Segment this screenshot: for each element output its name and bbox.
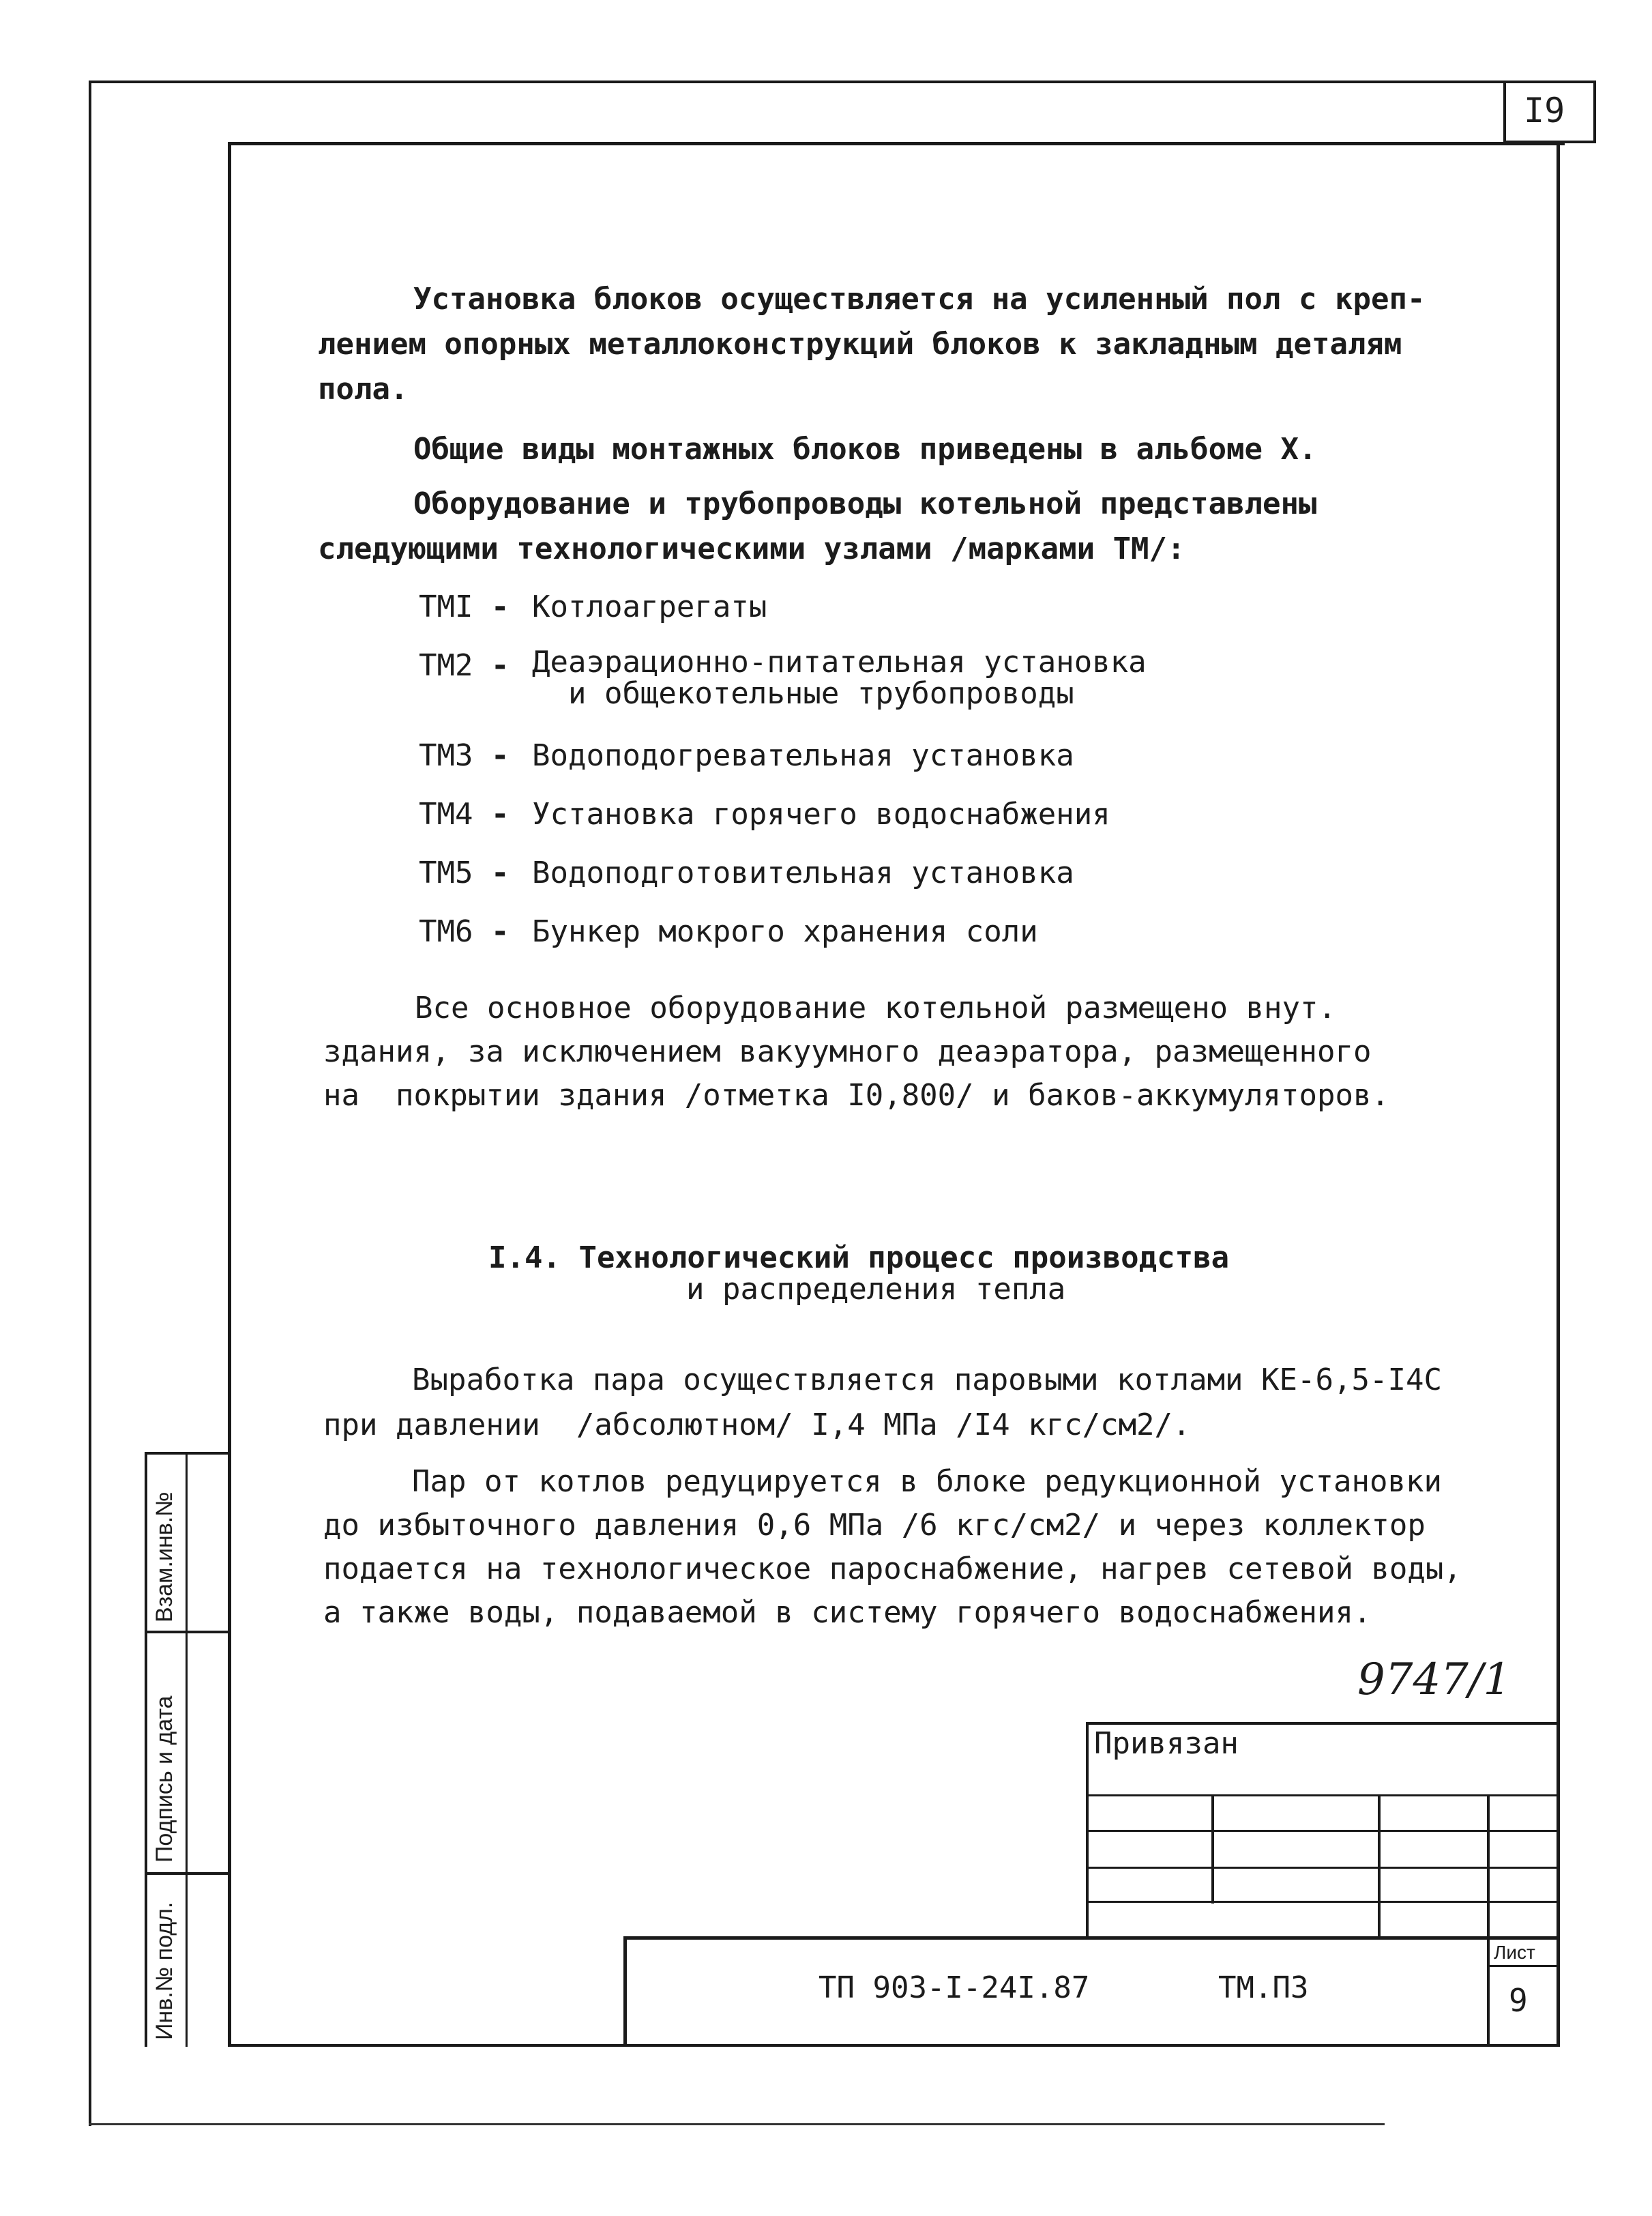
paragraph-album: Общие виды монтажных блоков приведены в альбоме X. (413, 432, 1317, 467)
paragraph-placement: Все основное оборудование котельной размещено внут. здания, за исключением вакуумного деаэратора, размещенного на покрытии здания /отметка I0,800/ и баков-аккумуляторов. (323, 991, 1389, 1113)
side-label-sign: Подпись и дата (151, 1695, 177, 1863)
paragraph-steam-production: Выработка пара осуществляется паровыми котлами КЕ-6,5-I4С при давлении /абсолютном/ I,4 МПа /I4 кгс/см2/. (323, 1362, 1442, 1442)
unit-desc-6: Бункер мокрого хранения соли (532, 914, 1038, 949)
bound-col-1 (1211, 1794, 1214, 1904)
bound-col-3 (1487, 1794, 1490, 1938)
unit-dash-3: - (491, 738, 510, 773)
pagenum-box-right (1593, 81, 1596, 142)
unit-dash-4: - (491, 797, 510, 832)
side-strip-inner (186, 1452, 188, 2047)
sheet-box-left (1487, 1936, 1490, 2047)
section-heading-line1: I.4. Технологический процесс производства (488, 1240, 1230, 1275)
doc-mark: ТМ.ПЗ (1218, 1970, 1309, 2005)
unit-desc-3: Водоподогревательная установка (532, 738, 1074, 773)
handwritten-number: 9747/1 (1357, 1654, 1511, 1705)
side-strip-div-2 (145, 1872, 231, 1875)
outer-frame-bottom-tail (1235, 2123, 1385, 2125)
unit-desc-2: Деаэрационно-питательная установка и общекотельные трубопроводы (532, 645, 1147, 711)
paragraph-steam-reduction: Пар от котлов редуцируется в блоке редукционной установки до избыточного давления 0,6 МПа /6 кгс/см2/ и через коллектор подается на технологическое пароснабжение, нагрев сетевой воды, а также воды, подаваемой в систему горячего водоснабжения. (323, 1464, 1462, 1630)
unit-code-1: ТМI (419, 589, 473, 624)
bound-label: Привязан (1094, 1726, 1239, 1761)
outer-frame-left (89, 81, 91, 2126)
unit-dash-1: - (491, 589, 510, 624)
inner-frame-right (1557, 142, 1560, 2047)
outer-frame-top (89, 81, 1596, 83)
unit-code-5: ТМ5 (419, 856, 473, 890)
page-number: I9 (1524, 91, 1565, 130)
doc-code: ТП 903-I-24I.87 (818, 1970, 1090, 2005)
unit-dash-5: - (491, 856, 510, 890)
side-label-replace: Взам.инв.№ (151, 1491, 177, 1622)
bound-row-3 (1086, 1867, 1557, 1869)
side-label-inv: Инв.№ подл. (151, 1901, 177, 2040)
inner-frame-top (228, 142, 1565, 145)
sheet-label: Лист (1494, 1942, 1535, 1963)
sheet-number: 9 (1509, 1982, 1528, 2019)
unit-code-3: ТМ3 (419, 738, 473, 773)
titleblock-left (623, 1936, 627, 2047)
unit-dash-6: - (491, 914, 510, 949)
side-strip-top (145, 1452, 231, 1455)
paragraph-installation: Установка блоков осуществляется на усиленный пол с креп- лением опорных металлоконструкций блоков к закладным деталям пола. (318, 282, 1426, 407)
bound-col-2 (1378, 1794, 1381, 1938)
unit-desc-5: Водоподготовительная установка (532, 856, 1074, 890)
unit-desc-1: Котлоагрегаты (532, 589, 767, 624)
titleblock-top (623, 1936, 1559, 1940)
side-strip-outer (145, 1452, 147, 2047)
unit-code-2: ТМ2 (419, 648, 473, 683)
unit-desc-4: Установка горячего водоснабжения (532, 797, 1110, 832)
sheet-box-mid (1487, 1965, 1559, 1967)
unit-code-6: ТМ6 (419, 914, 473, 949)
unit-code-4: ТМ4 (419, 797, 473, 832)
paragraph-equipment: Оборудование и трубопроводы котельной представлены следующими технологическими узлами /марками ТМ/: (318, 486, 1317, 566)
bound-row-2 (1086, 1830, 1557, 1832)
side-strip-div-1 (145, 1631, 231, 1633)
titleblock-bottom (228, 2044, 1559, 2047)
pagenum-box-left (1503, 81, 1506, 142)
bound-row-4 (1086, 1901, 1557, 1903)
outer-frame-bottom (89, 2123, 1248, 2125)
inner-frame-left (228, 142, 231, 2047)
bound-row-1 (1086, 1794, 1557, 1796)
unit-dash-2: - (491, 648, 510, 683)
section-heading-line2: и распределения тепла (686, 1272, 1066, 1307)
